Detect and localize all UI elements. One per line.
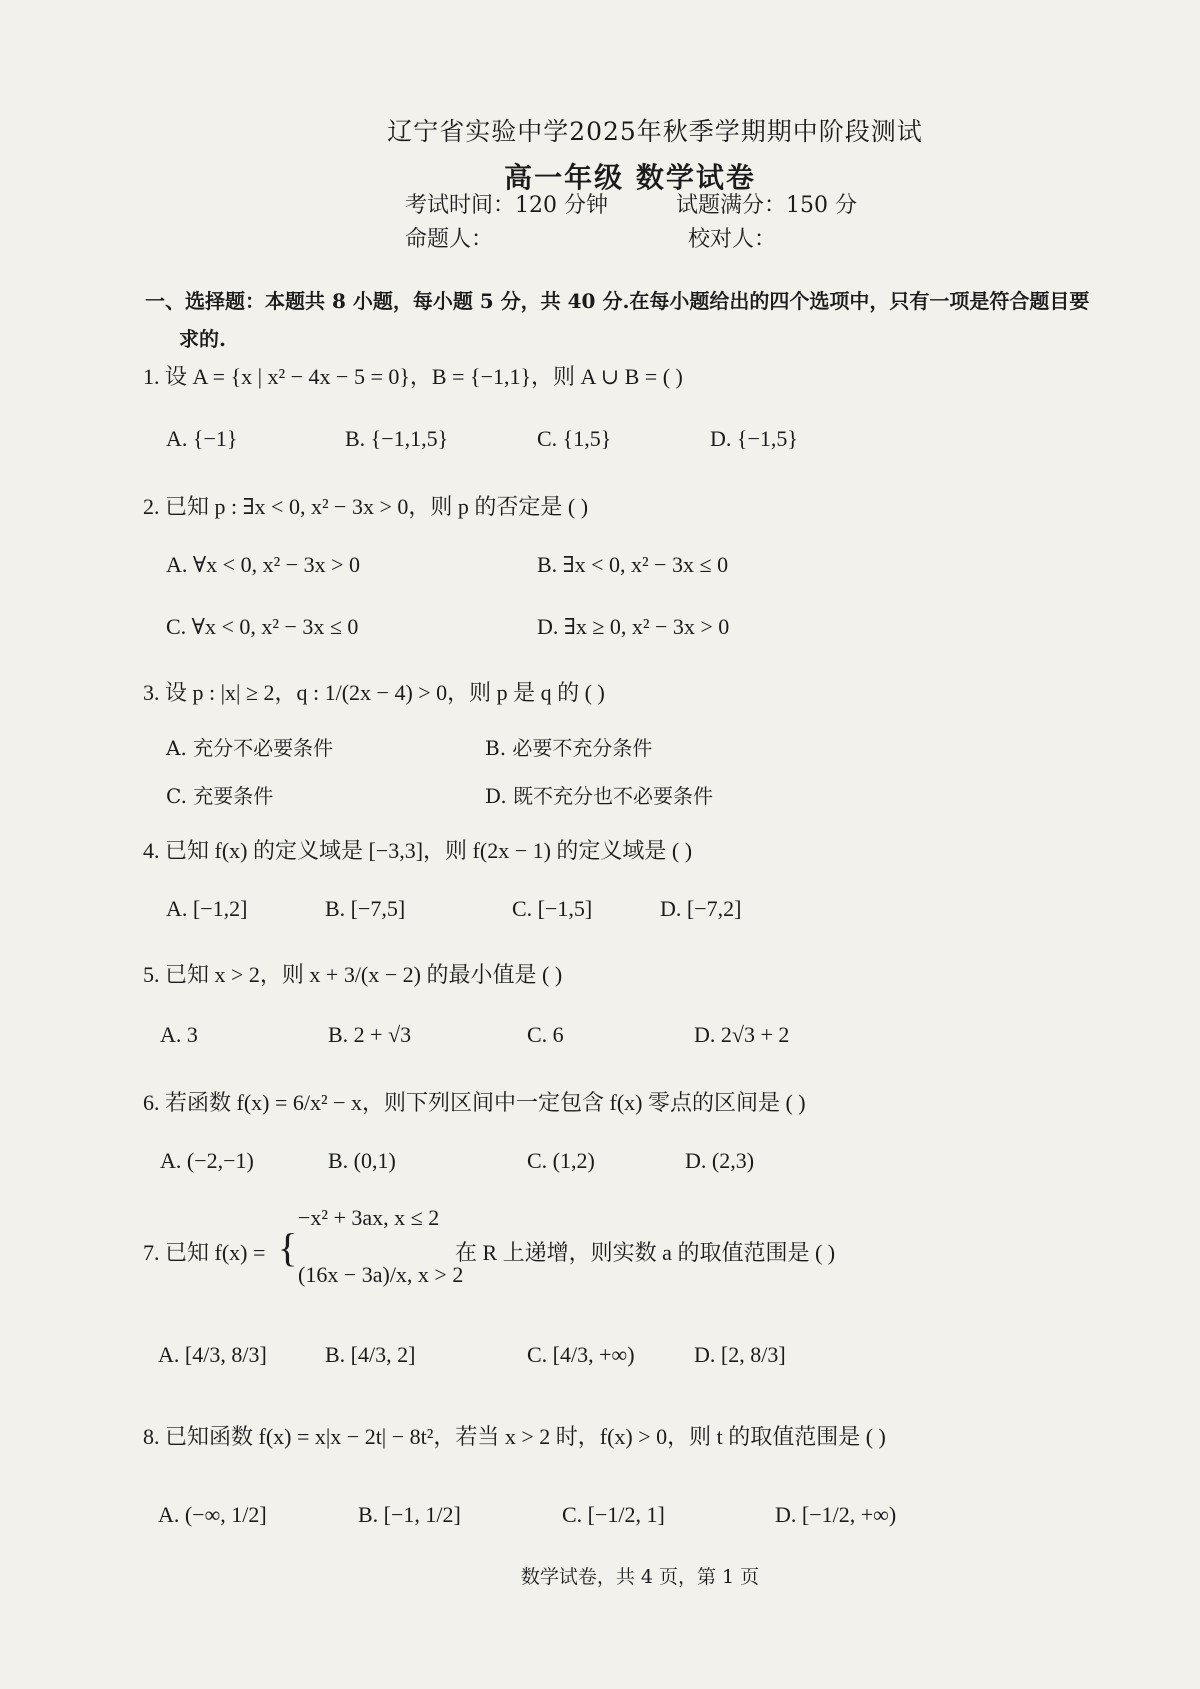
question-2-stem: 2. 已知 p : ∃x < 0, x² − 3x > 0，则 p 的否定是 ( ) [143,494,589,519]
question-6-option-b: B. (0,1) [328,1148,396,1173]
question-5-option-b: B. 2 + √3 [328,1022,412,1047]
question-7-option-c: C. [4/3, +∞) [527,1342,635,1367]
question-5-stem: 5. 已知 x > 2，则 x + 3/(x − 2) 的最小值是 ( ) [143,962,563,987]
checker-label: 校对人： [688,227,777,252]
question-7-option-d: D. [2, 8/3] [694,1342,786,1367]
page-footer: 数学试卷，共 4 页，第 1 页 [520,1566,760,1588]
exam-time: 考试时间：120 分钟 [405,193,608,218]
question-5-option-a: A. 3 [160,1022,198,1047]
question-2-option-c: C. ∀x < 0, x² − 3x ≤ 0 [166,614,359,639]
question-6-option-a: A. (−2,−1) [160,1148,254,1173]
section-heading [145,282,1125,358]
section-heading-line2: 求的. [179,327,226,351]
school-title: 辽宁省实验中学2025年秋季学期期中阶段测试 [387,117,923,146]
question-8-option-b: B. [−1, 1/2] [358,1502,461,1527]
question-6-option-c: C. (1,2) [527,1148,595,1173]
author-label: 命题人： [405,227,494,252]
question-8-option-c: C. [−1/2, 1] [562,1502,665,1527]
question-7-case-1: −x² + 3ax, x ≤ 2 [298,1205,440,1230]
question-4-option-a: A. [−1,2] [166,896,248,921]
question-2-option-b: B. ∃x < 0, x² − 3x ≤ 0 [537,552,729,577]
question-8-option-a: A. (−∞, 1/2] [158,1502,267,1527]
question-3-option-a: A. 充分不必要条件 [166,736,334,760]
question-1-option-b: B. {−1,1,5} [345,426,449,451]
question-1-option-c: C. {1,5} [537,426,612,451]
question-8-stem: 8. 已知函数 f(x) = x|x − 2t| − 8t²，若当 x > 2 时，f(x) > 0，则 t 的取值范围是 ( ) [143,1424,886,1449]
question-5-option-d: D. 2√3 + 2 [694,1022,790,1047]
question-5-option-c: C. 6 [527,1022,564,1047]
question-3-option-b: B. 必要不充分条件 [485,736,653,760]
section-heading-line1: 一、选择题：本题共 8 小题，每小题 5 分，共 40 分.在每小题给出的四个选项中，只有一项是符合题目要 [145,289,1090,313]
grade-title: 高一年级 数学试卷 [504,161,756,194]
question-2-option-d: D. ∃x ≥ 0, x² − 3x > 0 [537,614,730,639]
full-score: 试题满分：150 分 [676,193,857,218]
question-8-option-d: D. [−1/2, +∞) [775,1502,897,1527]
question-7-option-a: A. [4/3, 8/3] [158,1342,267,1367]
question-1-option-d: D. {−1,5} [710,426,798,451]
question-7-stem-suffix: 在 R 上递增，则实数 a 的取值范围是 ( ) [455,1240,836,1265]
question-2-option-a: A. ∀x < 0, x² − 3x > 0 [166,552,360,577]
question-6-stem: 6. 若函数 f(x) = 6/x² − x，则下列区间中一定包含 f(x) 零点的区间是 ( ) [143,1090,806,1115]
question-6-option-d: D. (2,3) [685,1148,755,1173]
question-1-stem: 1. 设 A = {x | x² − 4x − 5 = 0}，B = {−1,1}，则 A ∪ B = ( ) [143,364,683,389]
question-4-stem: 4. 已知 f(x) 的定义域是 [−3,3]，则 f(2x − 1) 的定义域是 ( ) [143,838,693,863]
question-4-option-b: B. [−7,5] [325,896,406,921]
question-7-stem-prefix: 7. 已知 f(x) = [143,1240,266,1265]
question-7-option-b: B. [4/3, 2] [325,1342,416,1367]
question-4-option-d: D. [−7,2] [660,896,742,921]
question-1-option-a: A. {−1} [166,426,238,451]
question-3-stem: 3. 设 p : |x| ≥ 2，q : 1/(2x − 4) > 0，则 p 是 q 的 ( ) [143,680,605,705]
question-4-option-c: C. [−1,5] [512,896,593,921]
question-7-case-2: (16x − 3a)/x, x > 2 [298,1262,464,1287]
piecewise-brace: { [278,1225,298,1270]
question-3-option-c: C. 充要条件 [166,784,274,808]
question-3-option-d: D. 既不充分也不必要条件 [485,784,714,808]
exam-header [0,112,1200,196]
